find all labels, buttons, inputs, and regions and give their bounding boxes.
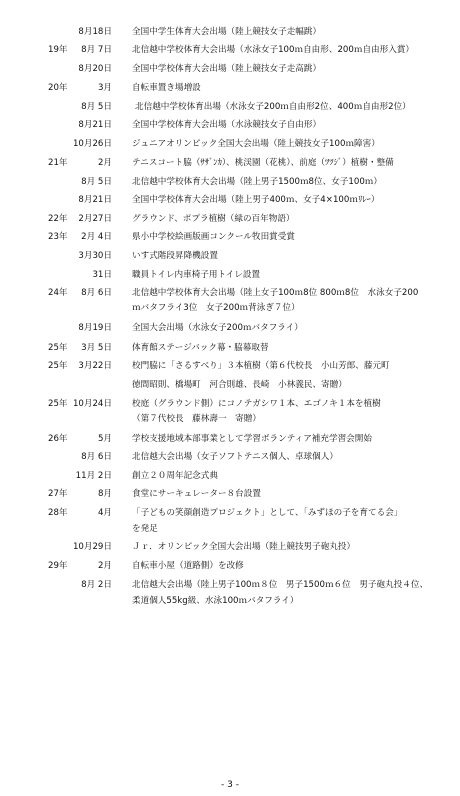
entry-year: 27年 [48,489,68,499]
entry-text: 北信越大会出場（陸上男子100ｍ８位 男子1500ｍ６位 男子砲丸投４位、 [132,580,429,590]
entry-year: 21年 [48,158,68,168]
entry-text: グラウンド、ポプラ植樹（緑の百年物語） [132,214,295,224]
entry-text: 徳間昭則、橋場町 河合則雄、長崎 小林義民、寄贈） [132,380,347,390]
entry-text: 柔道個人55kg級、水泳100ｍバタフライ） [132,596,299,606]
entry-year: 26年 [48,434,68,444]
entry-date: 8月19日 [78,323,112,333]
entry-text: 食堂にサーキュレーター８台設置 [132,489,261,499]
entry-text: 自転車置き場増設 [132,83,201,93]
entry-date: 8月21日 [78,120,112,130]
entry-text: 校庭（グラウンド側）にコノテガシワ１本、エゴノキ１本を植樹 [132,399,381,409]
entry-date: 5月 [97,434,112,444]
entry-text: Ｊｒ．オリンピック全国大会出場（陸上競技男子砲丸投） [132,542,356,552]
entry-text: 全国中学生体育大会出場（陸上競技女子走幅跳） [132,27,322,37]
entry-date: 8月21日 [78,195,112,205]
entry-text: 校門脇に「さるすべり」３本植樹（第６代校長 小山芳郎、藤元町 [132,361,390,371]
entry-text: いす式階段昇降機設置 [132,251,218,261]
entry-text: 県小中学校絵画版画コンクール牧田賞受賞 [132,232,295,242]
page-number: - 3 - [221,780,239,790]
entry-date: 8月 6日 [81,288,112,298]
entry-date: 3月 [97,83,112,93]
entry-text: 「子どもの笑顔創造プロジェクト」として、「みずほの子を育てる会」 [132,508,403,518]
entry-text: 創立２０周年記念式典 [132,471,218,481]
entry-year: 19年 [48,45,68,55]
entry-text: 全国中学校体育大会出場（陸上競技女子走高跳） [132,64,322,74]
entry-date: 8月 5日 [81,102,112,112]
entry-text: 体育館ステージバック幕・脇幕取替 [132,343,269,353]
entry-text: 北信越中学校体育出場（水泳女子200ｍ自由形2位、400ｍ自由形2位） [135,102,411,112]
entry-date: 8月 [97,489,112,499]
entry-text: 全国大会出場（水泳女子200ｍバタフライ） [132,323,303,333]
entry-year: 20年 [48,83,68,93]
entry-text: 北信越大会出場（女子ソフトテニス個人、卓球個人） [132,452,338,462]
entry-date: 8月20日 [78,64,112,74]
entry-date: 2月 4日 [81,232,112,242]
entry-year: 25年 [48,343,68,353]
entry-date: 2月 [97,158,112,168]
entry-date: 8月 5日 [81,177,112,187]
entry-year: 25年 [48,399,68,409]
entry-text: 北信越中学校体育大会出場（陸上女子100ｍ8位 800ｍ8位 水泳女子200 [132,288,419,298]
entry-date: 8月 6日 [81,452,112,462]
entry-date: 3月30日 [78,251,112,261]
entry-text: ｍバタフライ3位 女子200ｍ背泳ぎ７位） [132,303,300,313]
entry-date: 10月29日 [72,542,112,552]
entry-date: 2月 [97,561,112,571]
entry-date: 10月24日 [72,399,112,409]
entry-date: 8月18日 [78,27,112,37]
entry-text: 全国中学校体育大会出場（水泳競技女子自由形） [132,120,322,130]
entry-year: 28年 [48,508,68,518]
entry-text: （第７代校長 藤林壽一 寄贈） [132,414,261,424]
entry-year: 25年 [48,361,68,371]
entry-date: 3月 5日 [81,343,112,353]
entry-text: 職員トイレ内車椅子用トイレ設置 [132,270,261,280]
entry-text: テニスコート脇（ｻｻﾞﾝｶ）、桃渓園（花桃）、前庭（ﾂﾂｼﾞ）植樹・整備 [132,158,394,168]
entry-text: 学校支援地域本部事業として学習ボランティア補充学習会開始 [132,434,372,444]
entry-date: 2月27日 [78,214,112,224]
entry-text: 自転車小屋（道路側）を改修 [132,561,244,571]
entry-date: 8月 7日 [81,45,112,55]
entry-date: 4月 [97,508,112,518]
entry-text: 北信越中学校体育大会出場（陸上男子1500ｍ8位、女子100ｍ） [132,177,382,187]
entry-text: 全国中学校体育大会出場（陸上男子400ｍ、女子4×100ｍﾘﾚｰ） [132,195,380,205]
entry-date: 11月 2日 [75,471,112,481]
entry-year: 22年 [48,214,68,224]
entry-year: 24年 [48,288,68,298]
entry-date: 10月26日 [72,139,112,149]
entry-text: を発足 [132,524,158,534]
entry-year: 23年 [48,232,68,242]
entry-text: ジュニアオリンピック全国大会出場（陸上競技女子100ｍ障害） [132,139,380,149]
entry-year: 29年 [48,561,68,571]
entry-date: 8月 2日 [81,580,112,590]
entry-date: 3月22日 [78,361,112,371]
entry-text: 北信越中学校体育大会出場（水泳女子100ｍ自由形、200ｍ自由形入賞） [132,45,415,55]
entry-date: 31日 [92,270,112,280]
